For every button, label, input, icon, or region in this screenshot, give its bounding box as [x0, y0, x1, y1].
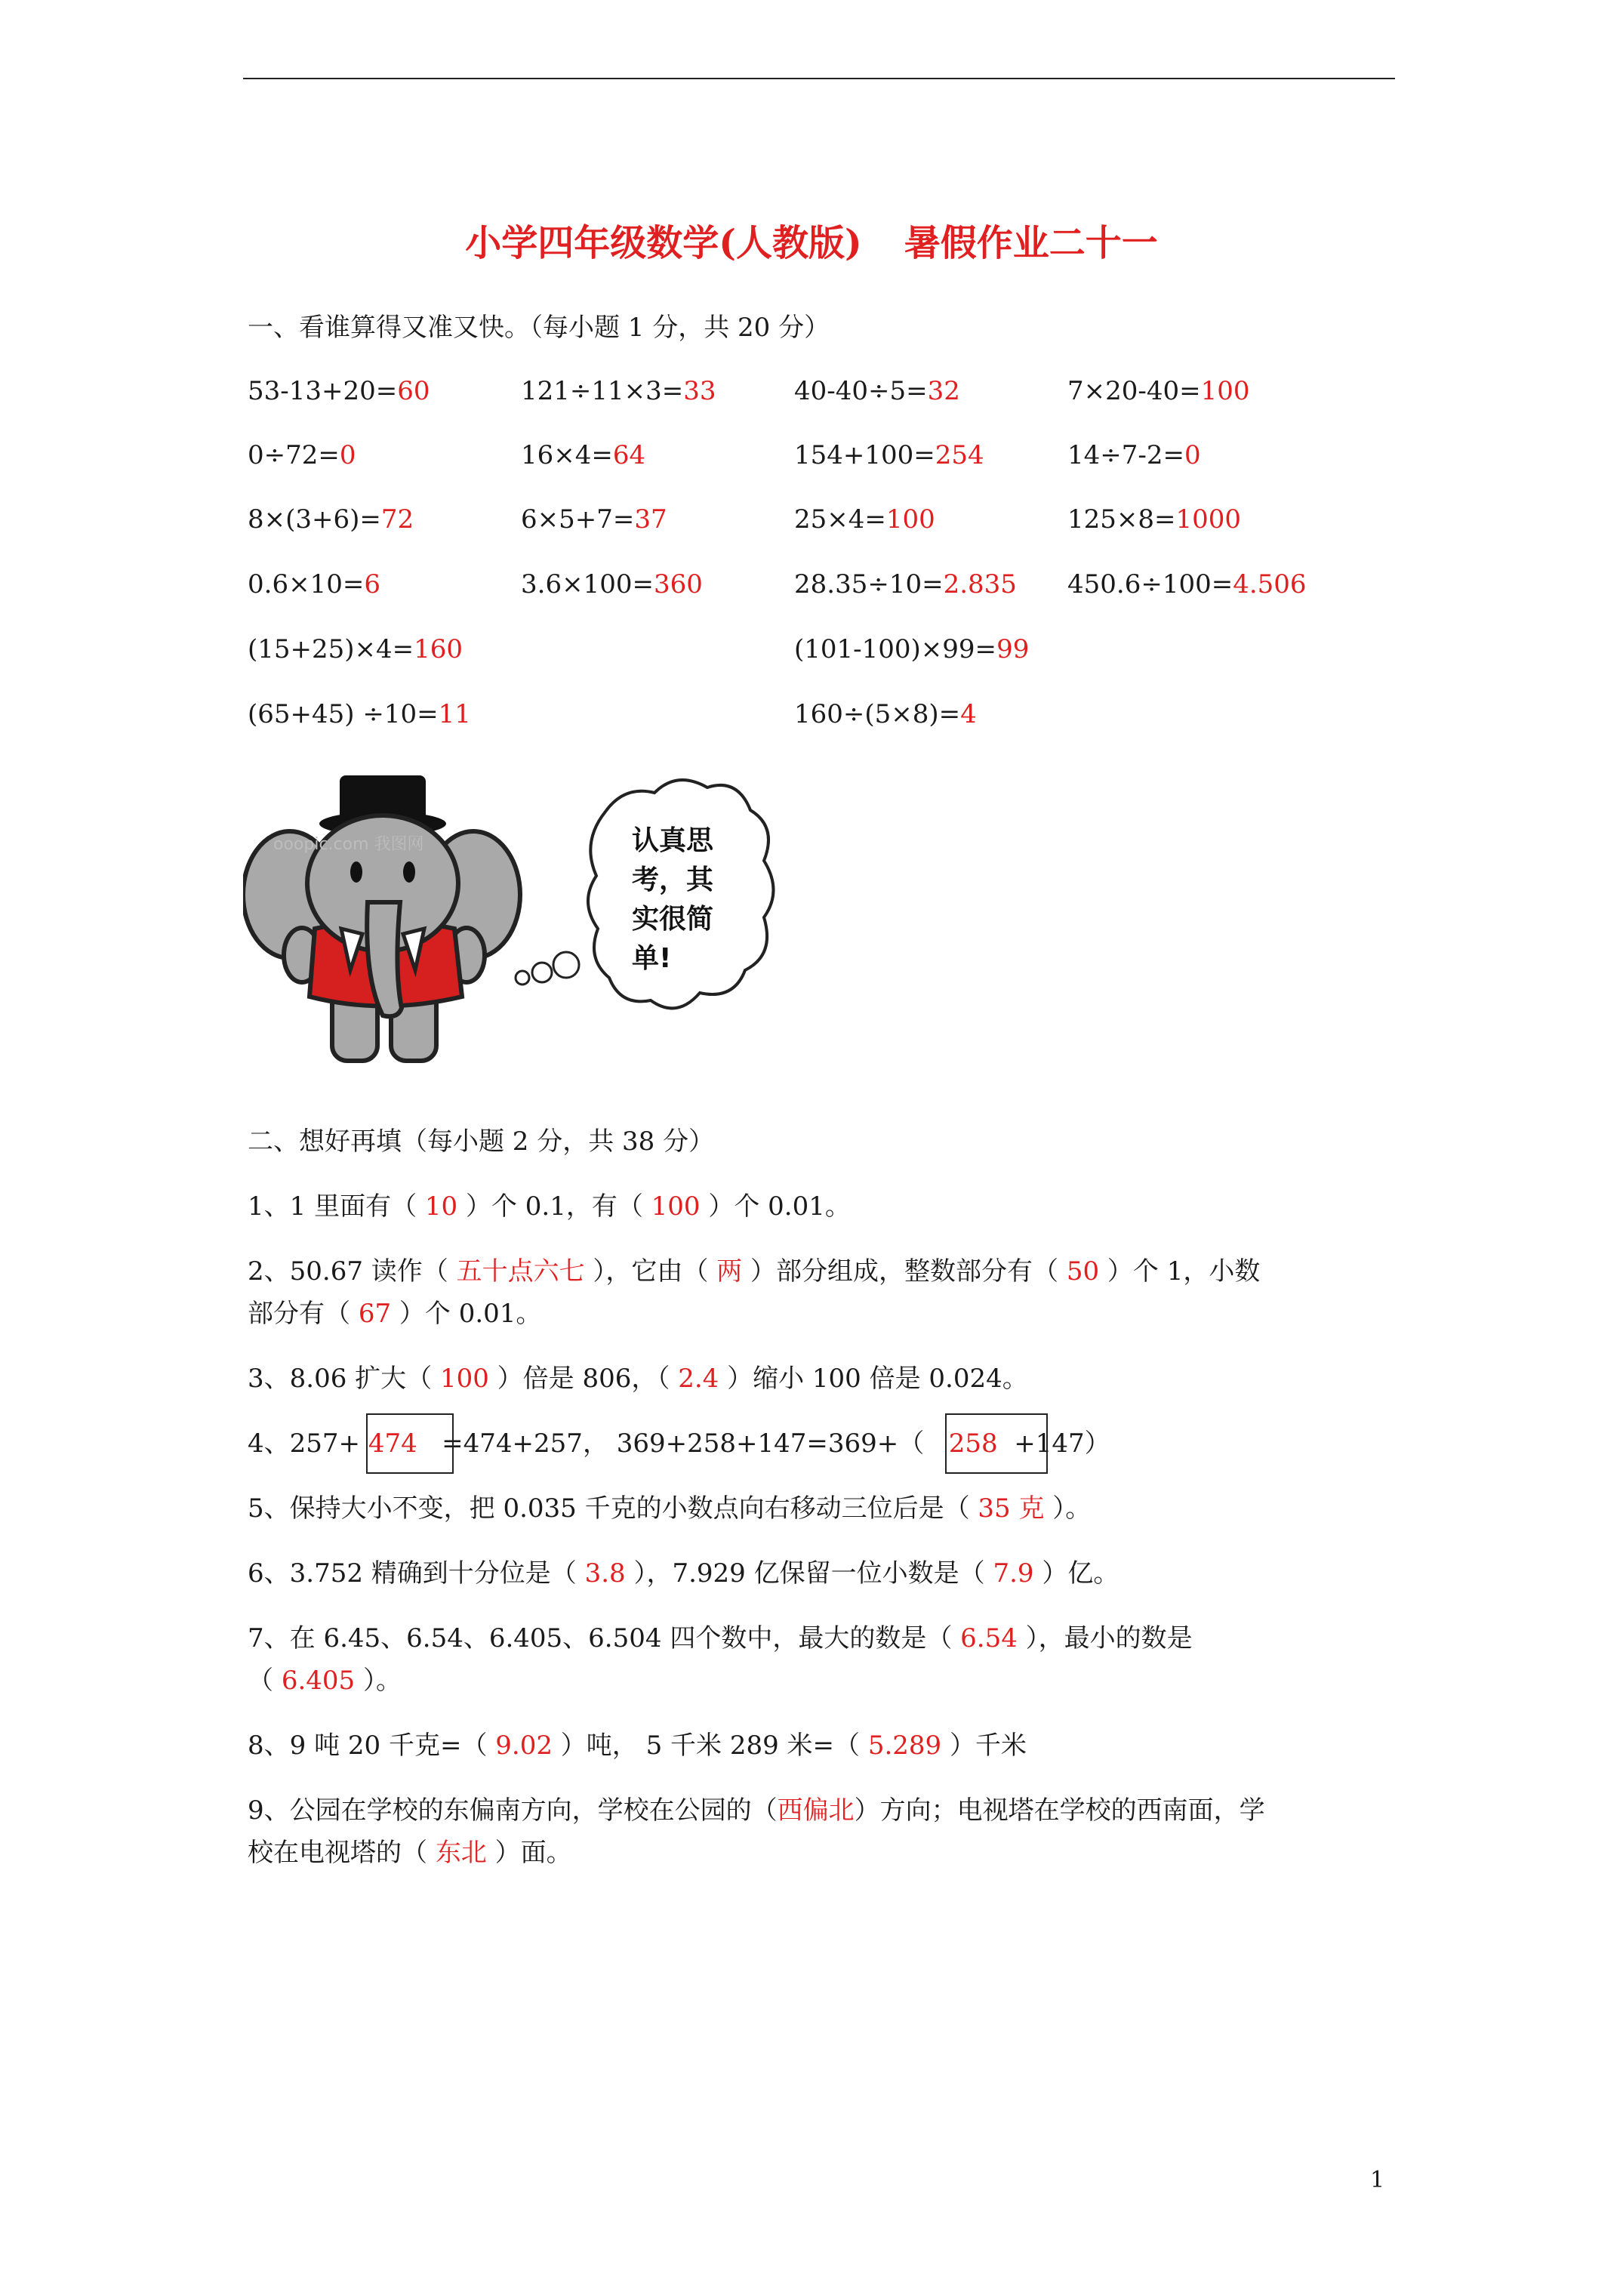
calc-answer: 254 [935, 440, 984, 470]
calc-answer: 33 [683, 376, 716, 406]
calc-item [1067, 440, 1201, 470]
calc-question: 16×4= [521, 440, 613, 470]
calc-answer: 60 [397, 376, 430, 406]
calc-answer: 360 [653, 569, 703, 599]
calc-answer: 0 [1184, 440, 1201, 470]
question-2-cont: 部分有（ 67 ）个 0.01。 [248, 1299, 542, 1329]
watermark-text: ooopic.com 我图网 [273, 835, 424, 854]
section1-heading: 一、看谁算得又准又快。（每小题 1 分，共 20 分） [248, 313, 830, 343]
header-rule [243, 78, 1395, 79]
calc-answer: 100 [1200, 376, 1250, 406]
calc-answer: 0 [339, 440, 356, 470]
calc-item [521, 440, 645, 470]
calc-question: 3.6×100= [521, 569, 654, 599]
calc-question: (101-100)×99= [794, 634, 997, 664]
calc-answer: 37 [634, 504, 667, 535]
calc-question: 125×8= [1067, 504, 1176, 535]
title-left: 小学四年级数学(人教版) [465, 222, 862, 264]
question-2: 2、50.67 读作（ 五十点六七 ），它由（ 两 ）部分组成，整数部分有（ 50 ）个 1，小数 [248, 1256, 1261, 1287]
calc-item [794, 504, 935, 535]
calc-answer: 99 [996, 634, 1030, 664]
calc-answer: 2.835 [943, 569, 1017, 599]
calc-question: (15+25)×4= [248, 634, 414, 664]
calc-question: 6×5+7= [521, 504, 635, 535]
calc-answer: 11 [438, 699, 471, 729]
calc-answer: 32 [927, 376, 960, 406]
calc-item [248, 634, 463, 664]
calc-question: 40-40÷5= [794, 376, 928, 406]
question-8: 8、9 吨 20 千克=（ 9.02 ）吨， 5 千米 289 米=（ 5.289 ）千米 [248, 1730, 1027, 1761]
calc-item [1067, 569, 1307, 599]
calc-item [1067, 504, 1241, 535]
calc-question: 28.35÷10= [794, 569, 944, 599]
question-3: 3、8.06 扩大（ 100 ）倍是 806，（ 2.4 ）缩小 100 倍是 0.024。 [248, 1364, 1028, 1394]
calc-question: 53-13+20= [248, 376, 398, 406]
bubble-line-4: 单! [632, 943, 672, 974]
calc-item [794, 699, 977, 729]
calc-question: 160÷(5×8)= [794, 699, 961, 729]
calc-answer: 100 [885, 504, 935, 535]
question-7-cont: （ 6.405 ）。 [248, 1666, 402, 1696]
calc-answer: 6 [364, 569, 380, 599]
calc-item [794, 634, 1029, 664]
page-number: 1 [1370, 2167, 1385, 2193]
calc-item [248, 440, 356, 470]
bubble-line-1: 认真思 [632, 825, 714, 856]
page-title [0, 214, 1623, 266]
question-9-cont: 校在电视塔的（ 东北 ）面。 [248, 1838, 572, 1868]
question-4: 4、257+ 474 =474+257， 369+258+147=369+（ 258 +147） [248, 1428, 1110, 1459]
title-right: 暑假作业二十一 [904, 222, 1158, 264]
calc-question: 154+100= [794, 440, 935, 470]
bubble-line-2: 考，其 [632, 864, 714, 895]
elephant-thought-svg [243, 766, 817, 1068]
answer-box-1 [366, 1413, 454, 1474]
calc-question: 25×4= [794, 504, 886, 535]
calc-item [521, 504, 667, 535]
calc-item [1067, 376, 1250, 406]
calc-item [521, 376, 716, 406]
calc-item [794, 440, 984, 470]
calc-item [794, 376, 960, 406]
question-6: 6、3.752 精确到十分位是（ 3.8 ），7.929 亿保留一位小数是（ 7.9 ）亿。 [248, 1558, 1119, 1589]
calc-answer: 72 [380, 504, 414, 535]
calc-item [248, 504, 414, 535]
calc-answer: 64 [612, 440, 646, 470]
bubble-line-3: 实很简 [632, 904, 714, 935]
calc-question: (65+45) ÷10= [248, 699, 439, 729]
calc-item [794, 569, 1017, 599]
calc-question: 14÷7-2= [1067, 440, 1184, 470]
calc-question: 0÷72= [248, 440, 340, 470]
calc-item [248, 376, 430, 406]
calc-item [248, 699, 471, 729]
question-5: 5、保持大小不变，把 0.035 千克的小数点向右移动三位后是（ 35 克 ）。 [248, 1493, 1092, 1524]
calc-question: 0.6×10= [248, 569, 365, 599]
calc-question: 7×20-40= [1067, 376, 1201, 406]
calc-answer: 1000 [1175, 504, 1242, 535]
calc-answer: 4.506 [1233, 569, 1307, 599]
calc-question: 8×(3+6)= [248, 504, 381, 535]
calc-item [248, 569, 380, 599]
calc-item [521, 569, 703, 599]
question-7: 7、在 6.45、6.54、6.405、6.504 四个数中，最大的数是（ 6.54 ），最小的数是 [248, 1623, 1193, 1653]
calc-answer: 160 [414, 634, 463, 664]
calc-answer: 4 [960, 699, 977, 729]
section2-heading: 二、想好再填（每小题 2 分，共 38 分） [248, 1126, 715, 1157]
answer-box-2 [945, 1413, 1048, 1474]
question-9: 9、公园在学校的东偏南方向，学校在公园的（西偏北）方向；电视塔在学校的西南面，学 [248, 1795, 1265, 1826]
elephant-illustration [243, 766, 817, 1071]
question-1: 1、1 里面有（ 10 ）个 0.1，有（ 100 ）个 0.01。 [248, 1191, 851, 1222]
calc-question: 450.6÷100= [1067, 569, 1233, 599]
calc-question: 121÷11×3= [521, 376, 684, 406]
